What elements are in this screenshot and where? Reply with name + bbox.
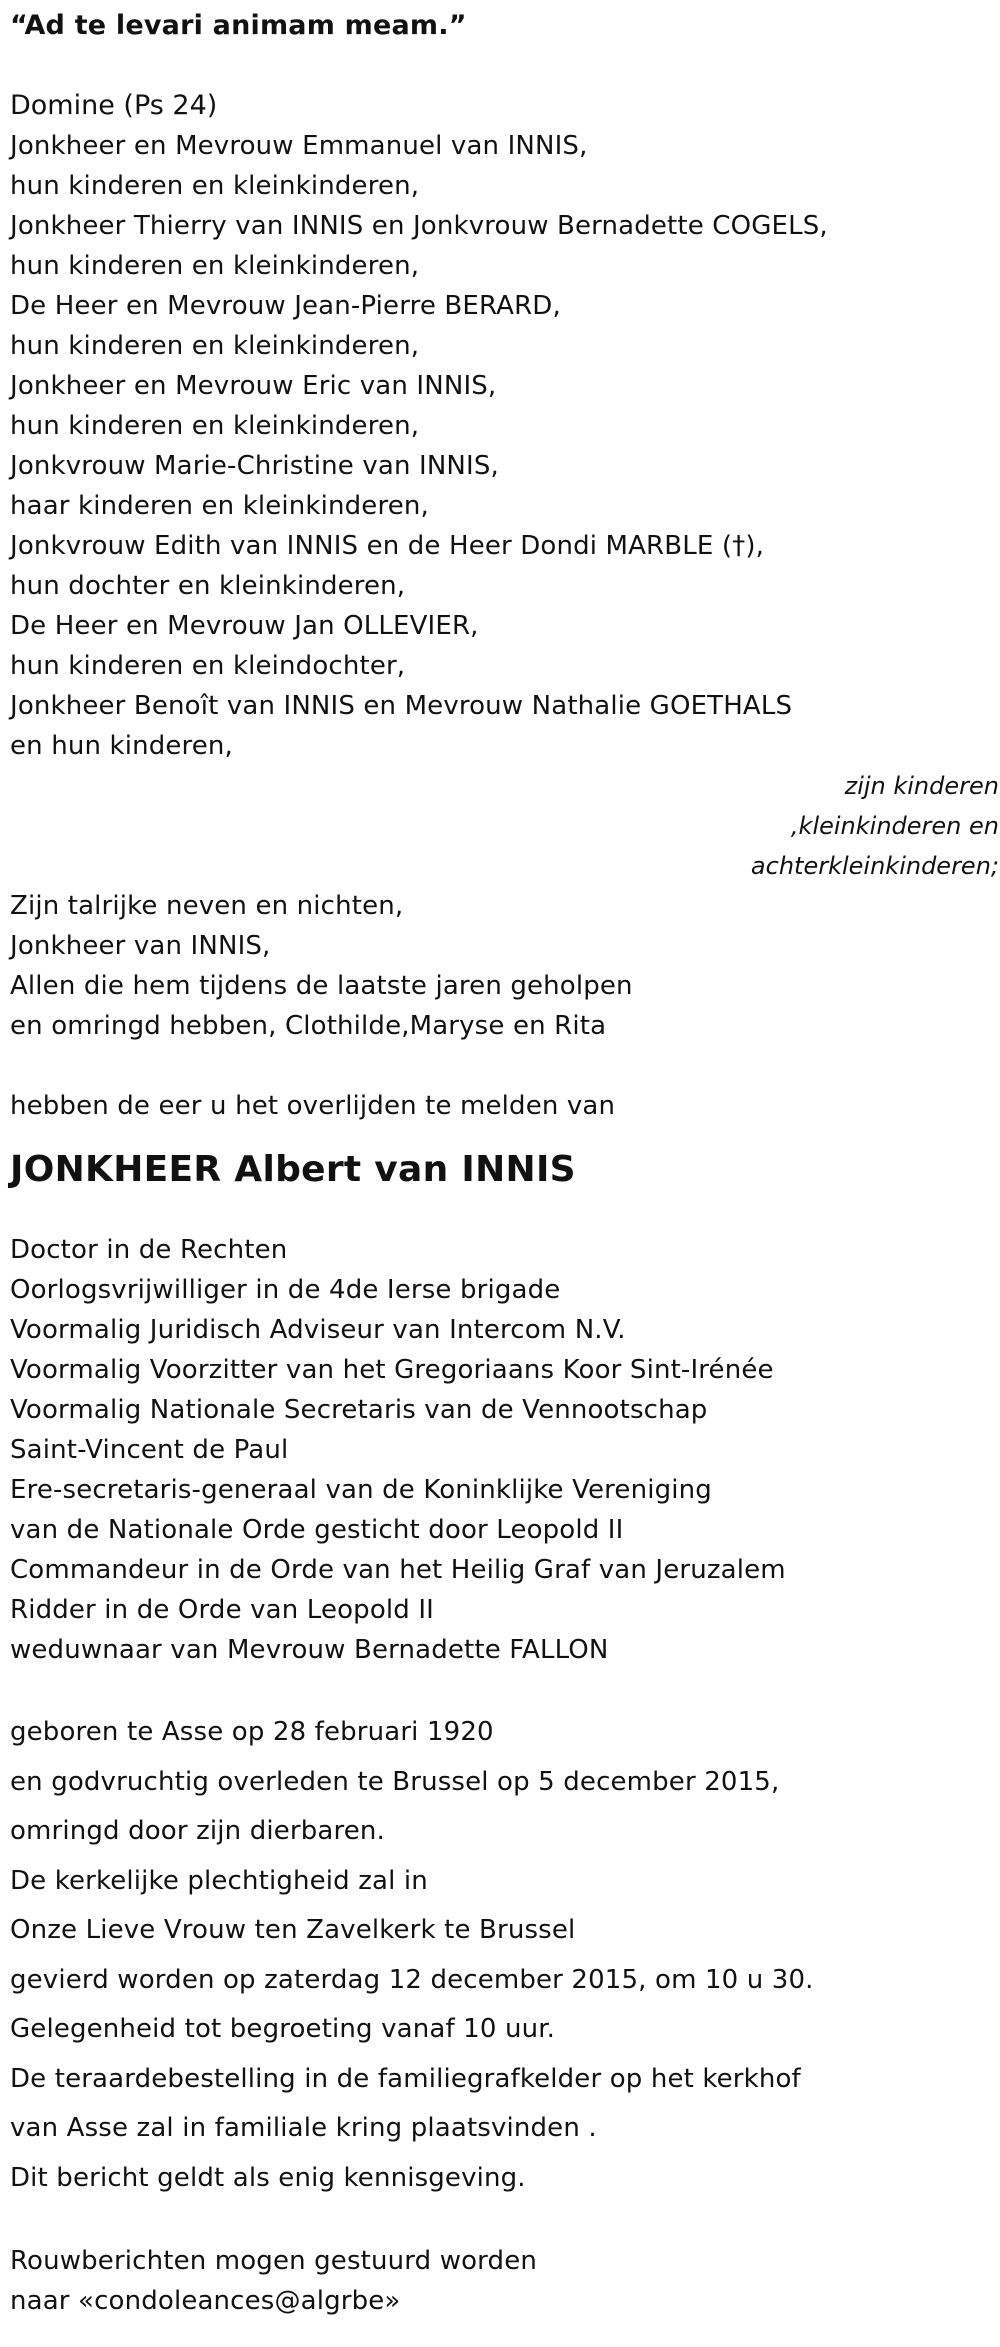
title-line: Voormalig Nationale Secretaris van de Vennootschap bbox=[10, 1395, 708, 1425]
family-line: De Heer en Mevrouw Jean-Pierre BERARD, bbox=[10, 291, 561, 321]
family-line: Jonkheer en Mevrouw Emmanuel van INNIS, bbox=[10, 131, 588, 161]
ceremony-line: Dit bericht geldt als enig kennisgeving. bbox=[10, 2162, 526, 2193]
descendants-line: ,kleinkinderen en bbox=[790, 812, 999, 840]
announcement-text: hebben de eer u het overlijden te melden van bbox=[10, 1091, 616, 1121]
ceremony-line: De teraardebestelling in de familiegrafkelder op het kerkhof bbox=[10, 2063, 801, 2094]
condolences-block bbox=[10, 2241, 995, 2321]
spacer bbox=[10, 1670, 995, 1708]
family-line: Jonkvrouw Edith van INNIS en de Heer Dondi MARBLE (†), bbox=[10, 531, 765, 561]
title-line: Ere-secretaris-generaal van de Koninklijke Vereniging bbox=[10, 1475, 712, 1505]
family-line: hun kinderen en kleinkinderen, bbox=[10, 251, 420, 281]
title-line: van de Nationale Orde gesticht door Leopold II bbox=[10, 1515, 624, 1545]
family-line: Jonkheer Thierry van INNIS en Jonkvrouw Bernadette COGELS, bbox=[10, 211, 828, 241]
family-line: hun kinderen en kleinkinderen, bbox=[10, 411, 420, 441]
title-line: Doctor in de Rechten bbox=[10, 1235, 288, 1265]
ceremony-line: De kerkelijke plechtigheid zal in bbox=[10, 1865, 428, 1896]
titles-list bbox=[10, 1230, 995, 1670]
title-line: Voormalig Juridisch Adviseur van Intercom N.V. bbox=[10, 1315, 626, 1345]
condolences-address: naar «condoleances@algrbe» bbox=[10, 2286, 401, 2316]
family-line: Jonkheer en Mevrouw Eric van INNIS, bbox=[10, 371, 497, 401]
motto-quote: “Ad te levari animam meam.” bbox=[10, 10, 467, 41]
title-line: Ridder in de Orde van Leopold II bbox=[10, 1595, 434, 1625]
ceremony-line: gevierd worden op zaterdag 12 december 2015, om 10 u 30. bbox=[10, 1964, 814, 1995]
title-line: Oorlogsvrijwilliger in de 4de Ierse brigade bbox=[10, 1275, 561, 1305]
ceremony-line: Onze Lieve Vrouw ten Zavelkerk te Brussel bbox=[10, 1915, 576, 1945]
family-line: De Heer en Mevrouw Jan OLLEVIER, bbox=[10, 611, 479, 641]
family-line: hun kinderen en kleindochter, bbox=[10, 651, 406, 681]
ceremony-details bbox=[10, 1708, 995, 2203]
family-line: hun kinderen en kleinkinderen, bbox=[10, 171, 420, 201]
descendants-line: achterkleinkinderen; bbox=[750, 852, 999, 880]
family-line: hun dochter en kleinkinderen, bbox=[10, 571, 406, 601]
family-line: Jonkvrouw Marie-Christine van INNIS, bbox=[10, 451, 499, 481]
ceremony-line: geboren te Asse op 28 februari 1920 bbox=[10, 1717, 494, 1747]
spacer bbox=[10, 2203, 995, 2241]
ceremony-line: van Asse zal in familiale kring plaatsvinden . bbox=[10, 2113, 597, 2143]
title-line: Commandeur in de Orde van het Heilig Graf van Jeruzalem bbox=[10, 1555, 786, 1585]
ceremony-line: omringd door zijn dierbaren. bbox=[10, 1816, 385, 1846]
condolences-line: Rouwberichten mogen gestuurd worden bbox=[10, 2246, 537, 2276]
spacer bbox=[10, 1196, 995, 1230]
deceased-name: JONKHEER Albert van INNIS bbox=[10, 1149, 576, 1190]
title-line: Saint-Vincent de Paul bbox=[10, 1435, 289, 1465]
obituary-notice bbox=[10, 0, 999, 2321]
family-list bbox=[10, 126, 995, 766]
family-line: hun kinderen en kleinkinderen, bbox=[10, 331, 420, 361]
relatives-line: Zijn talrijke neven en nichten, bbox=[10, 891, 404, 921]
family-line: en hun kinderen, bbox=[10, 731, 233, 761]
spacer bbox=[10, 1046, 995, 1086]
relatives-line: Allen die hem tijdens de laatste jaren geholpen bbox=[10, 971, 633, 1001]
descendants-line: zijn kinderen bbox=[844, 772, 999, 800]
descendants-block bbox=[10, 766, 999, 886]
relatives-line: en omringd hebben, Clothilde,Maryse en Rita bbox=[10, 1011, 607, 1041]
relatives-list bbox=[10, 886, 995, 1046]
relatives-line: Jonkheer van INNIS, bbox=[10, 931, 271, 961]
psalm-reference: Domine (Ps 24) bbox=[10, 90, 218, 121]
ceremony-line: Gelegenheid tot begroeting vanaf 10 uur. bbox=[10, 2014, 556, 2044]
ceremony-line: en godvruchtig overleden te Brussel op 5 december 2015, bbox=[10, 1766, 780, 1797]
family-line: Jonkheer Benoît van INNIS en Mevrouw Nathalie GOETHALS bbox=[10, 691, 793, 721]
family-line: haar kinderen en kleinkinderen, bbox=[10, 491, 429, 521]
title-line: weduwnaar van Mevrouw Bernadette FALLON bbox=[10, 1635, 609, 1665]
title-line: Voormalig Voorzitter van het Gregoriaans Koor Sint-Irénée bbox=[10, 1355, 774, 1385]
